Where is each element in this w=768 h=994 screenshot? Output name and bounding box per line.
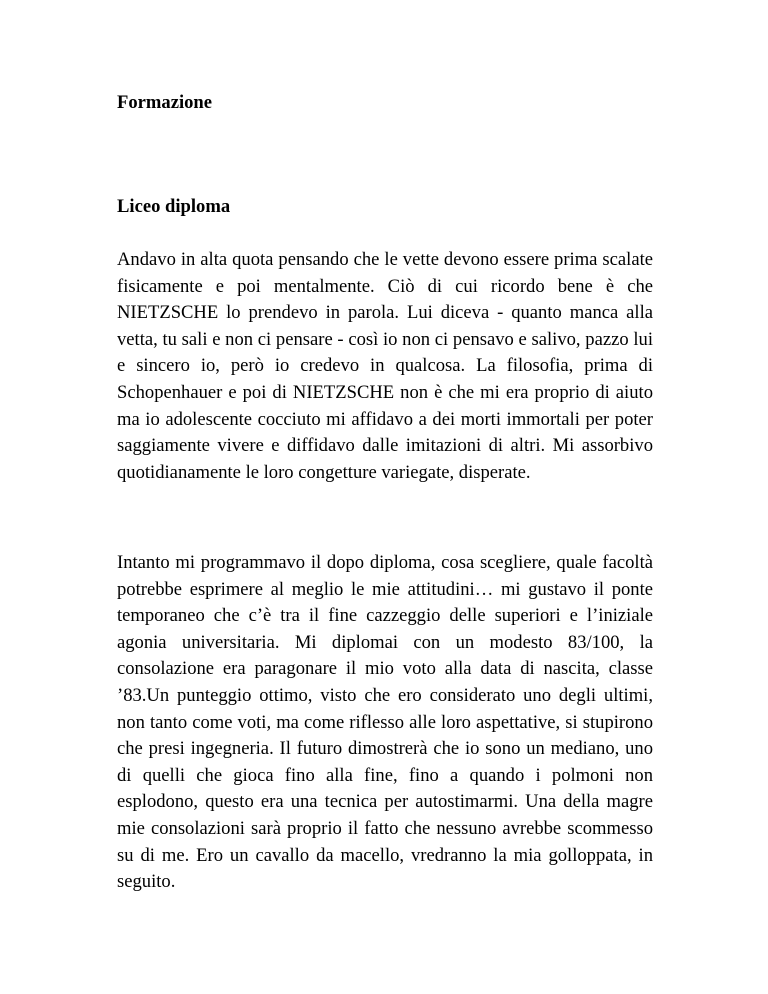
body-paragraph: Intanto mi programmavo il dopo diploma, cosa scegliere, quale facoltà potrebbe esprimere al meglio le mie attitudini… mi gustavo il ponte temporaneo che c’è tra il fine cazzeggio delle superiori e l’iniziale agonia universitaria. Mi diplomai con un modesto 83/100, la consolazione era paragonare il mio voto alla data di nascita, classe ’83.Un punteggio ottimo, visto che ero considerato uno degli ultimi, non tanto come voti, ma come riflesso alle loro aspettative, si stupirono che presi ingegneria. Il futuro dimostrerà che io sono un mediano, uno di quelli che gioca fino alla fine, fino a quando i polmoni non esplodono, questo era una tecnica per autostimarmi. Una della magre mie consolazioni sarà proprio il fatto che nessuno avrebbe scommesso su di me. Ero un cavallo da macello, vredranno la mia golloppata, in seguito. xyxy=(117,552,653,893)
subsection-title: Liceo diploma xyxy=(117,196,231,217)
body-paragraph: Andavo in alta quota pensando che le vette devono essere prima scalate fisicamente e poi mentalmente. Ciò di cui ricordo bene è che NIETZSCHE lo prendevo in parola. Lui diceva - quanto manca alla vetta, tu sali e non ci pensare - così io non ci pensavo e salivo, pazzo lui e sincero io, però io credevo in qualcosa. La filosofia, prima di Schopenhauer e poi di NIETZSCHE non è che mi era proprio di aiuto ma io adolescente cocciuto mi affidavo a dei morti immortali per poter saggiamente vivere e diffidavo dalle imitazioni di altri. Mi assorbivo quotidianamente le loro congetture variegate, disperate. xyxy=(117,249,653,483)
section-title: Formazione xyxy=(117,92,213,113)
